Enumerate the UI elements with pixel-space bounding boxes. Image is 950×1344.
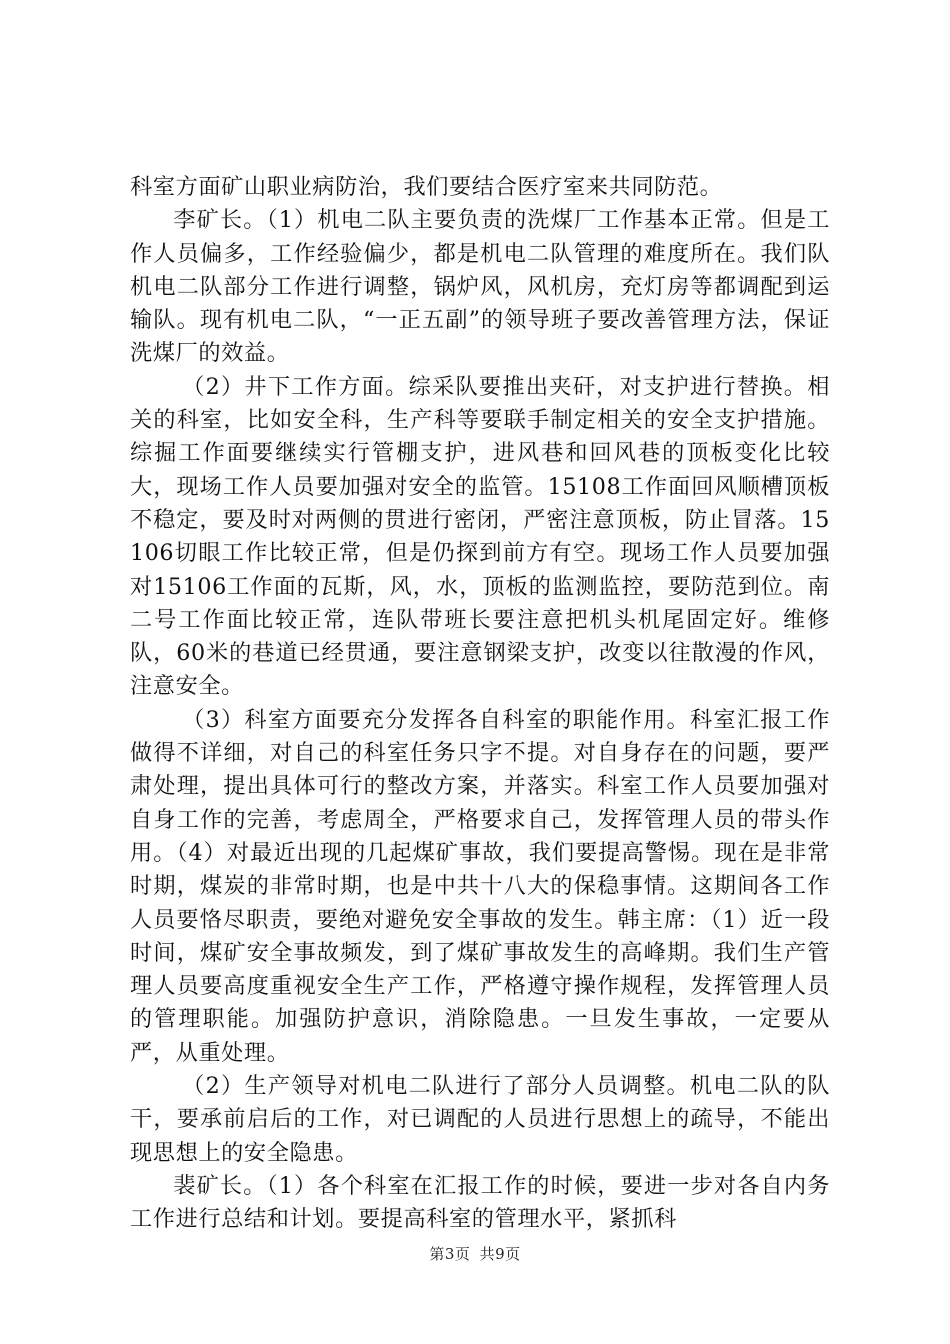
paragraph-underground-work: （2）井下工作方面。综采队要推出夹矸，对支护进行替换。相关的科室，比如安全科，生产科等要联手制定相关的安全支护措施。综掘工作面要继续实行管棚支护，进风巷和回风巷的顶板变化比较大，现场工作人员要加强对安全的监管。15108工作面回风顺槽顶板不稳定，要及时对两侧的贯进行密闭，严密注意顶板，防止冒落。15106切眼工作比较正常，但是仍探到前方有空。现场工作人员要加强对15106工作面的瓦斯，风，水，顶板的监测监控，要防范到位。南二号工作面比较正常，连队带班长要注意把机头机尾固定好。维修队，60米的巷道已经贯通，要注意钢梁支护，改变以往散漫的作风，注意安全。: [130, 373, 830, 700]
page-number: 第3页: [429, 1245, 471, 1263]
paragraph-departments: （3）科室方面要充分发挥各自科室的职能作用。科室汇报工作做得不详细，对自己的科室任务只字不提。对自身存在的问题，要严肃处理，提出具体可行的整改方案，并落实。科室工作人员要加强对自身工作的完善，考虑周全，严格要求自己，发挥管理人员的带头作用。（4）对最近出现的几起煤矿事故，我们要提高警惕。现在是非常时期，煤炭的非常时期，也是中共十八大的保稳事情。这期间各工作人员要恪尽职责，要绝对避免安全事故的发生。韩主席：（1）近一段时间，煤矿安全事故频发，到了煤矿事故发生的高峰期。我们生产管理人员要高度重视安全生产工作，严格遵守操作规程，发挥管理人员的管理职能。加强防护意识，消除隐患。一旦发生事故，一定要从严，从重处理。: [130, 706, 830, 1066]
paragraph-pei-kuangzhang: 裴矿长。（1）各个科室在汇报工作的时候，要进一步对各自内务工作进行总结和计划。要提高科室的管理水平，紧抓科: [130, 1172, 830, 1233]
document-body: [130, 171, 830, 1237]
paragraph-continuation: 科室方面矿山职业病防治，我们要结合医疗室来共同防范。: [130, 174, 723, 200]
paragraph-personnel-adjustment: （2）生产领导对机电二队进行了部分人员调整。机电二队的队干，要承前启后的工作，对已调配的人员进行思想上的疏导，不能出现思想上的安全隐患。: [130, 1073, 830, 1166]
page-footer: [0, 1243, 950, 1264]
paragraph-li-kuangzhang: 李矿长。（1）机电二队主要负责的洗煤厂工作基本正常。但是工作人员偏多，工作经验偏少，都是机电二队管理的难度所在。我们队机电二队部分工作进行调整，锅炉风，风机房，充灯房等都调配到运输队。现有机电二队，“一正五副”的领导班子要改善管理方法，保证洗煤厂的效益。: [130, 207, 830, 367]
page-total: 共9页: [479, 1245, 521, 1263]
